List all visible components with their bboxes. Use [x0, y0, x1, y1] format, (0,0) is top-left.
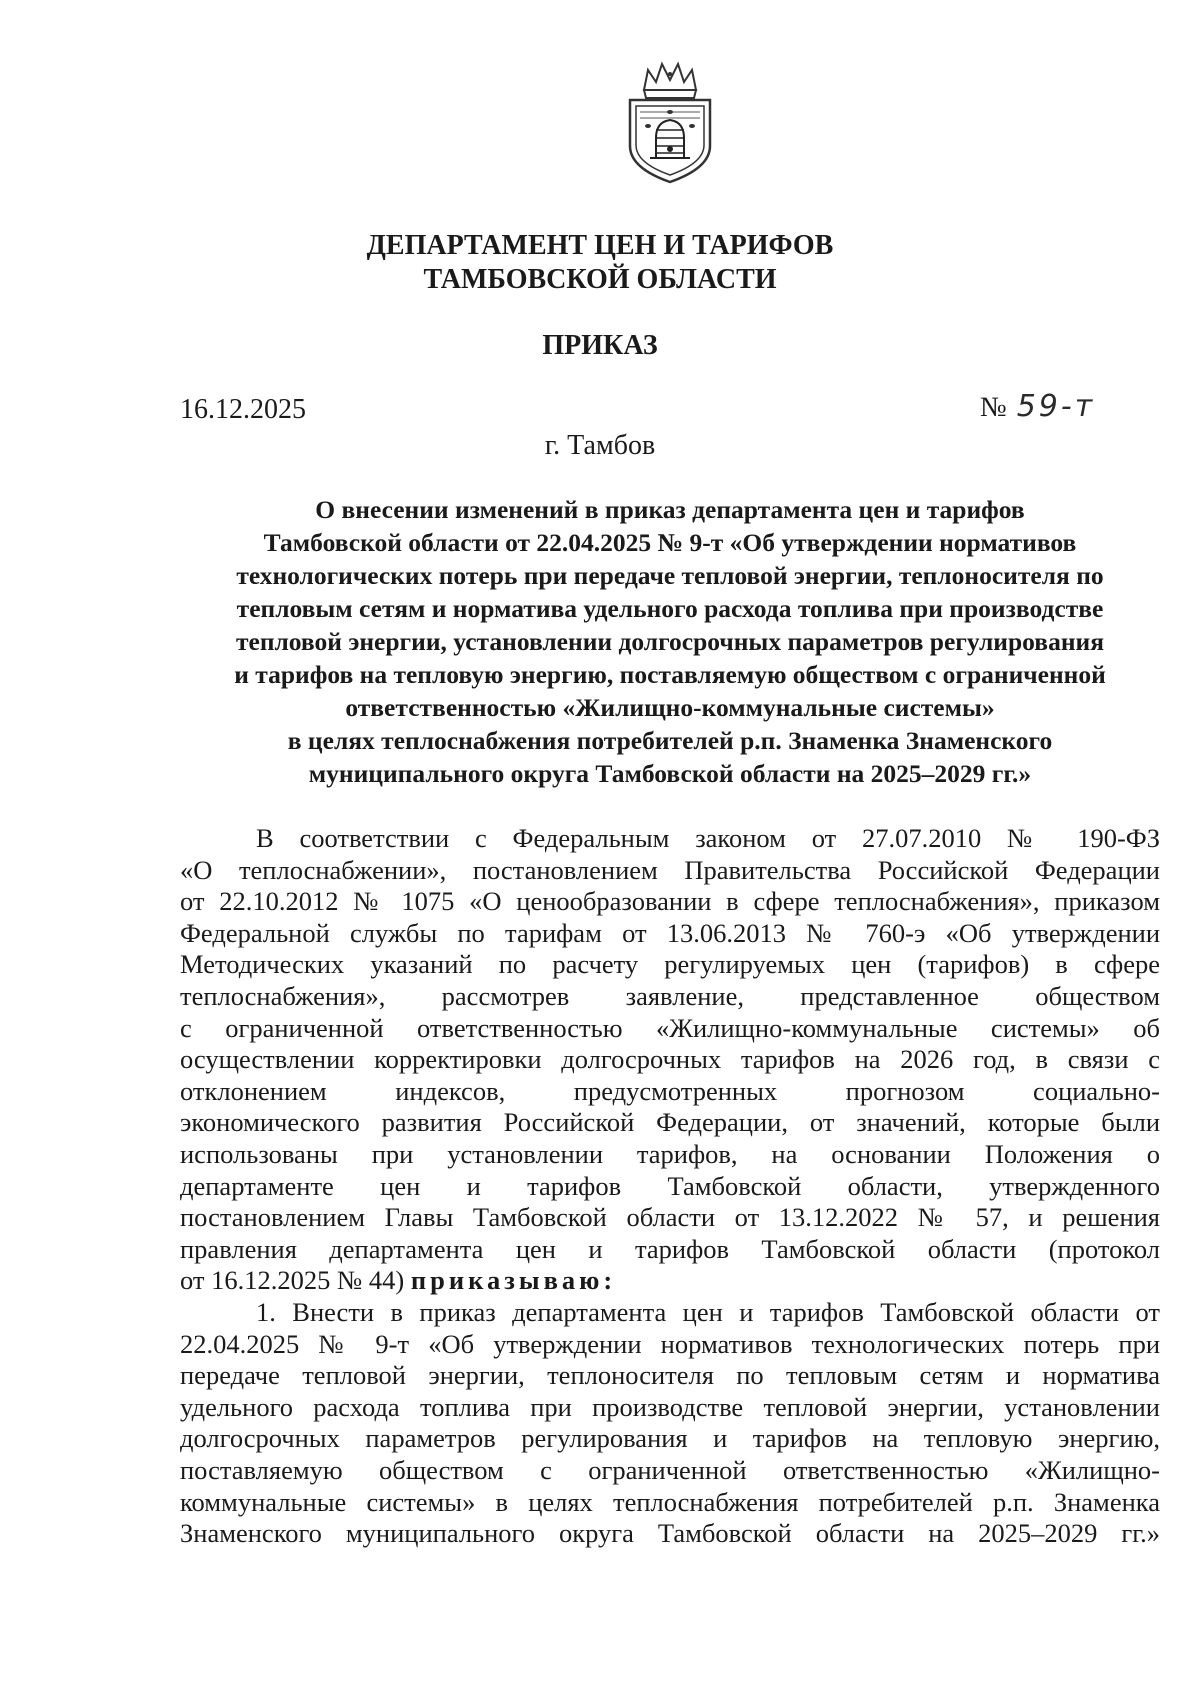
preamble-line: «О теплоснабжении», постановлением Правительства Российской Федерации: [180, 854, 1160, 885]
item-1-line: удельного расхода топлива при производстве тепловой энергии, установлении: [180, 1391, 1160, 1422]
preamble-line: экономического развития Российской Федерации, от значений, которые были: [180, 1107, 1160, 1138]
item-1-line: долгосрочных параметров регулирования и тарифов на тепловую энергию,: [180, 1423, 1160, 1454]
item-1-line: передаче тепловой энергии, теплоносителя по тепловым сетям и норматива: [180, 1360, 1160, 1391]
preamble-line: В соответствии с Федеральным законом от 27.07.2010 № 190-ФЗ: [256, 823, 1160, 853]
preamble-line: отклонением индексов, предусмотренных прогнозом социально-: [180, 1075, 1160, 1106]
preamble-last-text: от 16.12.2025 № 44): [180, 1265, 411, 1296]
title-line: технологических потерь при передаче тепловой энергии, теплоносителя по: [236, 561, 1104, 590]
item-1-line: поставляемую обществом с ограниченной ответственностью «Жилищно-: [180, 1454, 1160, 1485]
preamble-line: правления департамента цен и тарифов Тамбовской области (протокол: [180, 1233, 1160, 1264]
title-line: Тамбовской области от 22.04.2025 № 9-т «Об утверждении нормативов: [263, 528, 1077, 557]
preamble-line: осуществлении корректировки долгосрочных тарифов на 2026 год, в связи с: [180, 1044, 1160, 1075]
document-type: ПРИКАЗ: [542, 330, 658, 361]
item-1-line: Знаменского муниципального округа Тамбовской области на 2025–2029 гг.»: [180, 1518, 1160, 1549]
department-name-line2: ТАМБОВСКОЙ ОБЛАСТИ: [423, 264, 777, 295]
preamble-line: Методических указаний по расчету регулируемых цен (тарифов) в сфере: [180, 949, 1160, 980]
item-1-line: 22.04.2025 № 9-т «Об утверждении нормативов технологических потерь при: [180, 1328, 1160, 1359]
title-line: и тарифов на тепловую энергию, поставляемую обществом с ограниченной: [234, 660, 1106, 689]
title-line: тепловым сетям и норматива удельного расхода топлива при производстве: [236, 594, 1104, 623]
item-1-paragraph: [180, 1297, 1160, 1550]
preamble-line: использованы при установлении тарифов, на основании Положения о: [180, 1138, 1160, 1169]
order-number: [980, 387, 1095, 428]
preamble-paragraph: [180, 823, 1160, 1297]
order-number-handwritten: 59-т: [1016, 389, 1096, 424]
order-title: [180, 493, 1160, 790]
preamble-line: теплоснабжения», рассмотрев заявление, представленное обществом: [180, 980, 1160, 1011]
coat-of-arms-emblem: [622, 60, 718, 186]
title-line: в целях теплоснабжения потребителей р.п. Знаменка Знаменского: [287, 726, 1053, 755]
preamble-line: Федеральной службы по тарифам от 13.06.2013 № 760-э «Об утверждении: [180, 917, 1160, 948]
preamble-line: от 22.10.2012 № 1075 «О ценообразовании в сфере теплоснабжения», приказом: [180, 886, 1160, 917]
order-date: 16.12.2025: [180, 394, 306, 425]
preamble-line: департаменте цен и тарифов Тамбовской области, утвержденного: [180, 1170, 1160, 1201]
preamble-line: постановлением Главы Тамбовской области от 13.12.2022 № 57, и решения: [180, 1202, 1160, 1233]
item-1-line: 1. Внести в приказ департамента цен и тарифов Тамбовской области от: [256, 1297, 1160, 1327]
number-sign: №: [980, 392, 1007, 423]
item-1-line: коммунальные системы» в целях теплоснабжения потребителей р.п. Знаменка: [180, 1486, 1160, 1517]
decree-word: приказываю: [410, 1265, 604, 1296]
department-name-line1: ДЕПАРТАМЕНТ ЦЕН И ТАРИФОВ: [366, 230, 834, 261]
order-city: г. Тамбов: [544, 430, 656, 461]
preamble-last-line: [180, 1265, 1160, 1297]
title-line: тепловой энергии, установлении долгосрочных параметров регулирования: [235, 627, 1105, 656]
preamble-line: с ограниченной ответственностью «Жилищно-коммунальные системы» об: [180, 1012, 1160, 1043]
decree-colon: :: [603, 1265, 613, 1296]
title-line: муниципального округа Тамбовской области на 2025–2029 гг.»: [308, 759, 1032, 788]
title-line: О внесении изменений в приказ департамента цен и тарифов: [315, 495, 1025, 524]
title-line: ответственностью «Жилищно-коммунальные системы»: [345, 693, 995, 722]
